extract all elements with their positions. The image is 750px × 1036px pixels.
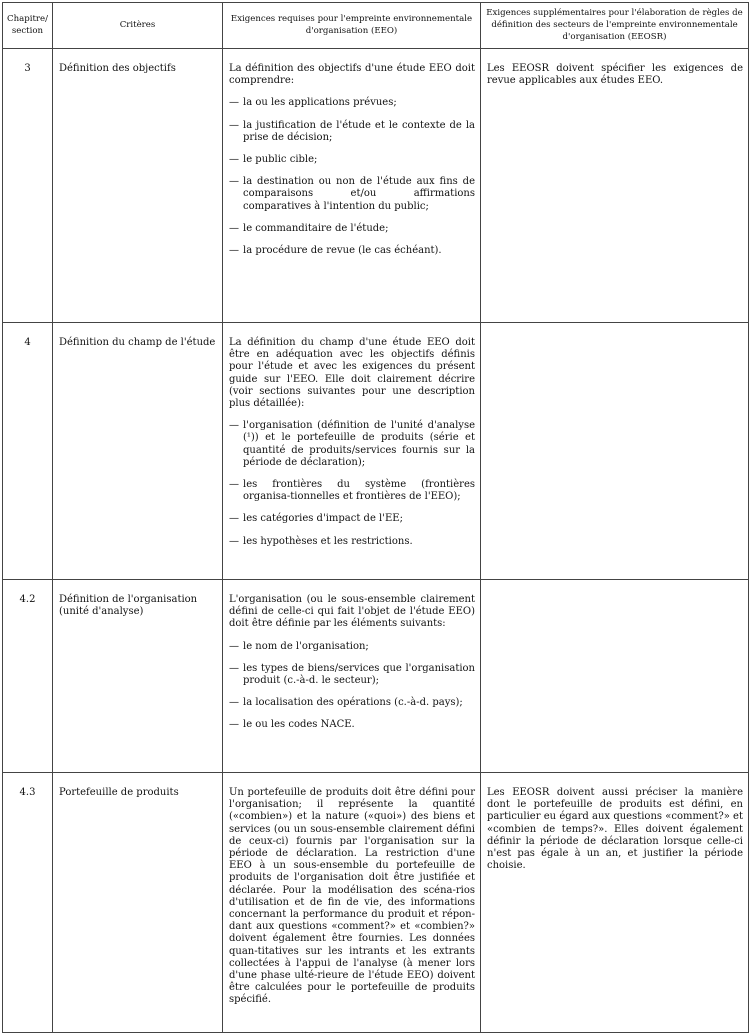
requirements-intro: L'organisation (ou le sous-ensemble clairement défini de celle-ci qui fait l'objet de l'étude EEO) doit être définie par les éléments suivants:	[229, 594, 475, 630]
requirements-table	[2, 2, 749, 1033]
requirements-intro: La définition du champ d'une étude EEO doit être en adéquation avec les objectifs définis pour l'étude et avec les exigences du présent guide sur l'EEO. Elle doit clairement décrire (voir sections suivantes pour une description plus détaillée):	[229, 337, 475, 410]
list-item: — les hypothèses et les restrictions.	[229, 535, 413, 547]
header-section: Chapitre/ section	[3, 3, 53, 49]
criteria-cell: Portefeuille de produits	[53, 773, 223, 1033]
criteria-cell: Définition du champ de l'étude	[53, 323, 223, 580]
additional-requirements-cell	[481, 323, 749, 580]
table-row	[3, 773, 749, 1033]
list-item: — le nom de l'organisation;	[229, 640, 369, 652]
requirements-intro: La définition des objectifs d'une étude EEO doit comprendre:	[229, 63, 475, 87]
table-row	[3, 580, 749, 773]
section-number: 4.3	[3, 773, 53, 1033]
requirements-cell	[223, 323, 481, 580]
requirements-cell	[223, 580, 481, 773]
list-item: — la procédure de revue (le cas échéant).	[229, 245, 442, 257]
list-item: — les frontières du système (frontières organisa-tionnelles et frontières de l'EEO);	[229, 479, 475, 503]
requirements-cell	[223, 773, 481, 1033]
list-item: — la destination ou non de l'étude aux fins de comparaisons et/ou affirmations comparatives à l'intention du public;	[229, 176, 475, 212]
requirements-cell	[223, 49, 481, 323]
table-row	[3, 49, 749, 323]
requirements-intro: Un portefeuille de produits doit être défini pour l'organisation; il représente la quantité («combien») et la nature («quoi») des biens et services (ou un sous-ensemble clairement défini de ceux-ci) fournis par l'organisation sur la période de déclaration. La restriction d'une EEO à un sous-ensemble du portefeuille de produits de l'organisation doit être justifiée et déclarée. Pour la modélisation des scéna-rios d'utilisation et de fin de vie, des informations concernant la performance du produit et répon-dant aux questions «comment?» et «combien?» doivent également être fournies. Les données quan-titatives sur les intrants et les extrants collectées à l'appui de l'analyse (à mener lors d'une phase ulté-rieure de l'étude EEO) doivent être calculées pour le portefeuille de produits spécifié.	[229, 787, 475, 1006]
header-requirements: Exigences requises pour l'empreinte environnementale d'organisation (EEO)	[223, 3, 481, 49]
additional-text: Les EEOSR doivent spécifier les exigences de revue applicables aux études EEO.	[487, 63, 743, 87]
criteria-cell: Définition des objectifs	[53, 49, 223, 323]
list-item: — l'organisation (définition de l'unité d'analyse (¹)) et le portefeuille de produits (série et quantité de produits/services fournis sur la période de déclaration);	[229, 420, 475, 468]
table-header-row	[3, 3, 749, 49]
table-row	[3, 323, 749, 580]
list-item: — le commanditaire de l'étude;	[229, 222, 389, 234]
list-item: — la ou les applications prévues;	[229, 97, 397, 109]
header-criteria: Critères	[53, 3, 223, 49]
section-number: 4	[3, 323, 53, 580]
section-number: 4.2	[3, 580, 53, 773]
list-item: — les types de biens/services que l'organisation produit (c.-à-d. le secteur);	[229, 662, 475, 687]
list-item: — le ou les codes NACE.	[229, 719, 355, 731]
list-item: — les catégories d'impact de l'EE;	[229, 513, 403, 525]
additional-requirements-cell	[481, 773, 749, 1033]
additional-text: Les EEOSR doivent aussi préciser la manière dont le portefeuille de produits est défini, en particulier eu égard aux questions «comment?» et «combien de temps?». Elles doivent également définir la période de déclaration lorsque celle-ci n'est pas égale à un an, et justifier la période choisie.	[487, 787, 743, 872]
section-number: 3	[3, 49, 53, 323]
list-item: — la localisation des opérations (c.-à-d. pays);	[229, 697, 463, 709]
additional-requirements-cell	[481, 49, 749, 323]
header-additional-requirements: Exigences supplémentaires pour l'élaboration de règles de définition des secteurs de l'empreinte environnementale d'organisation (EEOSR)	[481, 3, 749, 49]
list-item: — le public cible;	[229, 154, 318, 166]
list-item: — la justification de l'étude et le contexte de la prise de décision;	[229, 119, 475, 143]
additional-requirements-cell	[481, 580, 749, 773]
criteria-cell: Définition de l'organisation (unité d'analyse)	[53, 580, 223, 773]
